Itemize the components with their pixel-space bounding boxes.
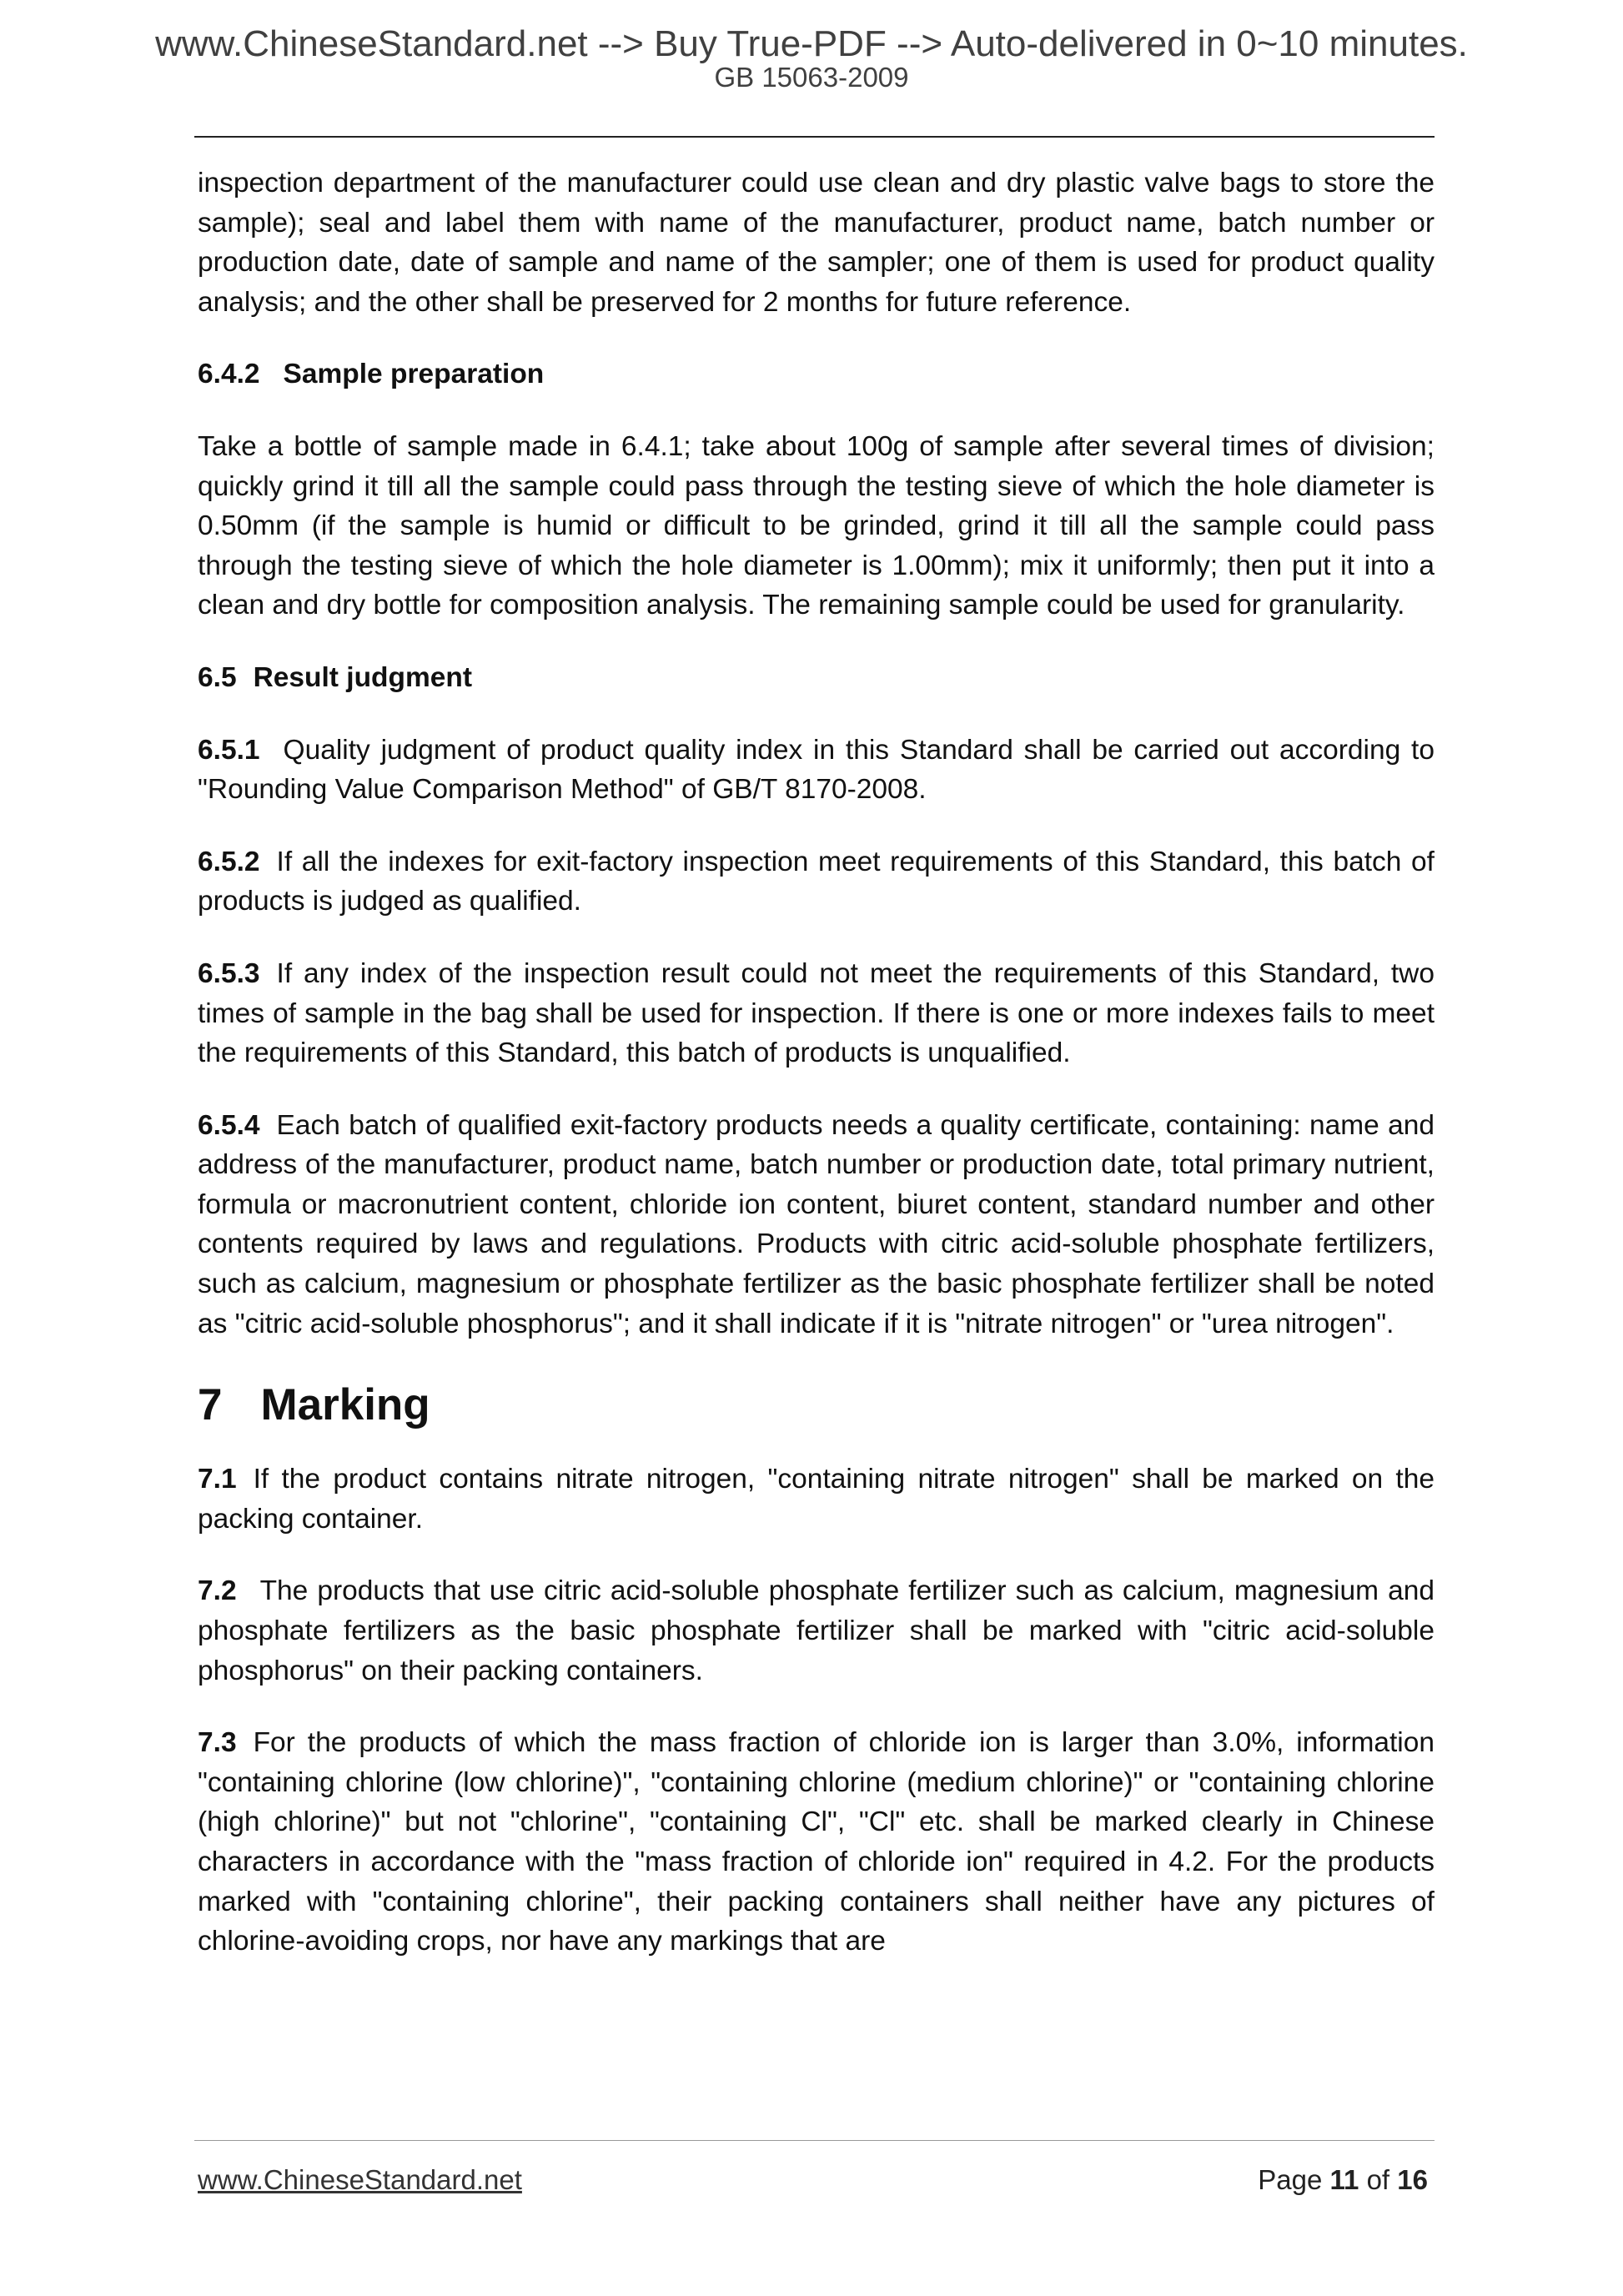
clause-number: 7.1 bbox=[198, 1464, 237, 1495]
clause-text: If any index of the inspection result could not meet the requirements of this Standard, two times of sample in the bag shall be used for inspection. If there is one or more indexes fails to meet the requirements of this Standard, this batch of products is unqualified. bbox=[198, 957, 1435, 1069]
clause-number: 7.2 bbox=[198, 1575, 237, 1607]
section-title: Sample preparation bbox=[283, 359, 545, 390]
paragraph-6-4-2: Take a bottle of sample made in 6.4.1; take about 100g of sample after several times of division; quickly grind it till all the sample could pass through the testing sieve of which the hole diameter is 0.50mm (if the sample is humid or difficult to be grinded, grind it till all the sample could pass through the testing sieve of which the hole diameter is 1.00mm); mix it uniformly; then put it into a clean and dry bottle for composition analysis. The remaining sample could be used for granularity. bbox=[198, 430, 1435, 621]
clause-6-5-3 bbox=[198, 954, 1435, 1073]
site-banner: www.ChineseStandard.net --> Buy True-PDF --> Auto-delivered in 0~10 minutes. bbox=[155, 23, 1468, 64]
clause-6-5-1 bbox=[198, 731, 1435, 810]
page-of-label: of bbox=[1366, 2164, 1390, 2195]
current-page: 11 bbox=[1329, 2164, 1359, 2195]
clause-text: If all the indexes for exit-factory inspection meet requirements of this Standard, this batch of products is judged as qualified. bbox=[198, 846, 1435, 917]
clause-number: 6.5.3 bbox=[198, 957, 260, 989]
intro-paragraph: inspection department of the manufacturer could use clean and dry plastic valve bags to store the sample); seal and label them with name of the manufacturer, product name, batch number or production date, date of sample and name of the sampler; one of them is used for product quality analysis; and the other shall be preserved for 2 months for future reference. bbox=[198, 168, 1435, 318]
clause-number: 6.5.2 bbox=[198, 846, 260, 877]
document-code: GB 15063-2009 bbox=[714, 62, 909, 93]
clause-number: 6.5.4 bbox=[198, 1109, 260, 1141]
section-heading-6-4-2 bbox=[198, 354, 1435, 394]
header-divider bbox=[194, 136, 1435, 138]
clause-6-5-4 bbox=[198, 1106, 1435, 1344]
chapter-heading-7 bbox=[198, 1376, 1435, 1434]
section-number: 6.4.2 bbox=[198, 359, 260, 390]
page-number bbox=[1258, 2164, 1428, 2196]
section-number: 6.5 bbox=[198, 661, 237, 693]
page-label: Page bbox=[1258, 2164, 1323, 2195]
clause-7-3 bbox=[198, 1723, 1435, 1962]
clause-text: Each batch of qualified exit-factory products needs a quality certificate, containing: name and address of the manufacturer, product name, batch number or production date, total primary nutrient, formula or macronutrient content, chloride ion content, biuret content, standard number and other contents required by laws and regulations. Products with citric acid-soluble phosphate fertilizers, such as calcium, magnesium or phosphate fertilizer as the basic phosphate fertilizer shall be noted as "citric acid-soluble phosphorus"; and it shall indicate if it is "nitrate nitrogen" or "urea nitrogen". bbox=[198, 1109, 1435, 1339]
clause-number: 7.3 bbox=[198, 1727, 237, 1759]
chapter-title: Marking bbox=[260, 1380, 430, 1430]
section-title: Result judgment bbox=[253, 661, 473, 693]
clause-7-1 bbox=[198, 1459, 1435, 1539]
total-pages: 16 bbox=[1397, 2164, 1428, 2195]
document-body bbox=[198, 163, 1435, 1994]
clause-6-5-2 bbox=[198, 842, 1435, 922]
chapter-number: 7 bbox=[198, 1380, 223, 1430]
clause-7-2 bbox=[198, 1571, 1435, 1691]
clause-text: The products that use citric acid-soluble phosphate fertilizer such as calcium, magnesium and phosphate fertilizers as the basic phosphate fertilizer shall be marked with "citric acid-soluble phosphorus" on their packing containers. bbox=[198, 1575, 1435, 1686]
footer-divider bbox=[194, 2140, 1435, 2141]
section-heading-6-5 bbox=[198, 658, 1435, 698]
footer-site-link[interactable]: www.ChineseStandard.net bbox=[198, 2164, 522, 2195]
clause-number: 6.5.1 bbox=[198, 734, 260, 766]
clause-text: For the products of which the mass fraction of chloride ion is larger than 3.0%, information "containing chlorine (low chlorine)", "containing chlorine (medium chlorine)" or "containing chlorine (high chlorine)" but not "chlorine", "containing Cl", "Cl" etc. shall be marked clearly in Chinese characters in accordance with the "mass fraction of chloride ion" required in 4.2. For the products marked with "containing chlorine", their packing containers shall neither have any pictures of chlorine-avoiding crops, nor have any markings that are bbox=[198, 1727, 1435, 1957]
clause-text: Quality judgment of product quality index in this Standard shall be carried out according to "Rounding Value Comparison Method" of GB/T 8170-2008. bbox=[198, 734, 1435, 806]
clause-text: If the product contains nitrate nitrogen, "containing nitrate nitrogen" shall be marked on the packing container. bbox=[198, 1464, 1435, 1535]
